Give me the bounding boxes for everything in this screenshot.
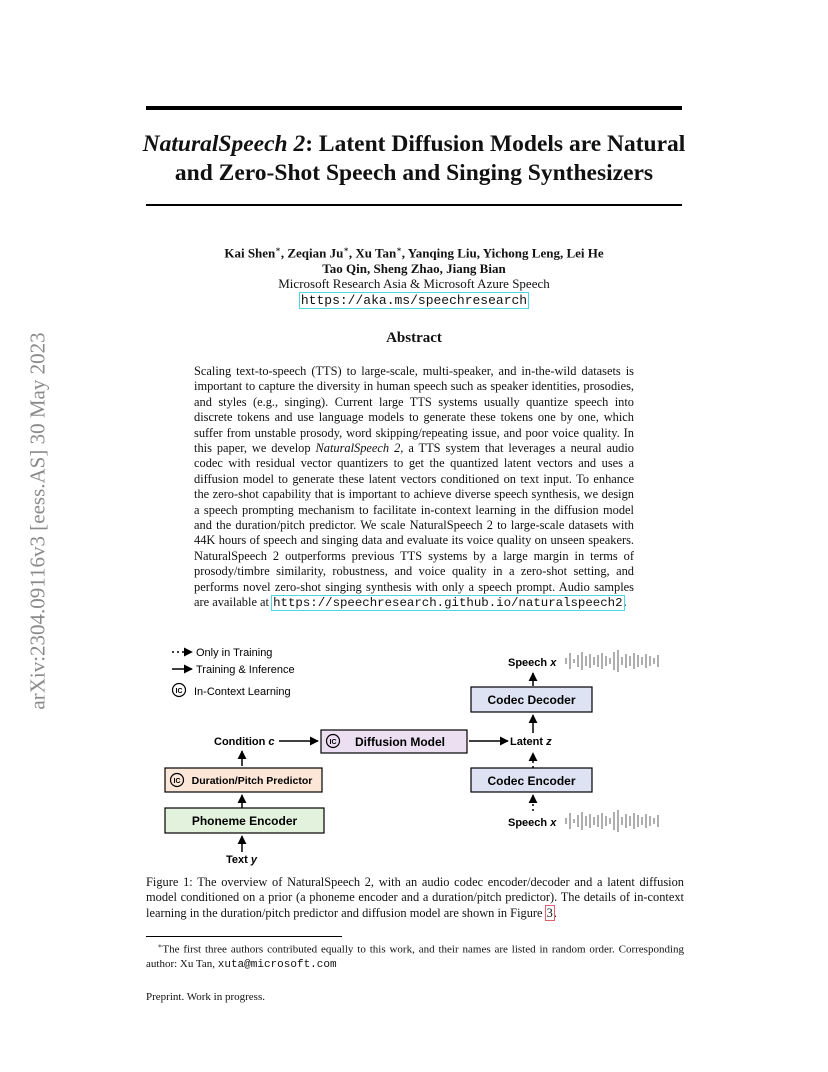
- footnote-rule: [146, 936, 342, 937]
- title-line2: and Zero-Shot Speech and Singing Synthesizers: [174, 160, 654, 186]
- abstract-body: [194, 364, 634, 612]
- title-line1: : Latent Diffusion Models are Natural: [305, 131, 686, 157]
- codec-encoder-label: Codec Encoder: [487, 774, 576, 788]
- title-italic: NaturalSpeech 2: [142, 131, 306, 157]
- condition-label: Condition c: [214, 736, 275, 748]
- icl-glyph: IC: [329, 739, 337, 746]
- arxiv-sidebar: [8, 270, 68, 772]
- demo-url-link[interactable]: https://speechresearch.github.io/naturalspeech2: [273, 596, 623, 611]
- author-block: [146, 242, 682, 308]
- abstract-text: Scaling text-to-speech (TTS) to large-scale, multi-speaker, and in-the-wild datasets is important to capture the diversity in human speech such as speaker identities, prosodies, and styles (e.g., singing). Current large TTS systems usually quantize speech into discrete tokens and use language models to generate these tokens one by one, which suffer from unstable prosody, word skipping/repeating issue, and poor voice quality. In this paper, we develop: [194, 364, 634, 456]
- affiliation: Microsoft Research Asia & Microsoft Azure Speech: [278, 276, 550, 292]
- footnote-mark: ∗: [157, 942, 163, 950]
- author-name: Yanqing Liu, Yichong Leng, Lei He: [407, 245, 604, 261]
- title-bottom-rule: [146, 204, 682, 206]
- research-url-link[interactable]: https://aka.ms/speechresearch: [300, 292, 528, 308]
- footnote-text: The first three authors contributed equally to this work, and their names are listed in random order. Corresponding author: Xu Tan,: [146, 943, 684, 970]
- equal-contrib-mark: ∗: [396, 245, 402, 254]
- icl-glyph: IC: [173, 778, 181, 785]
- title-top-rule: [146, 106, 682, 110]
- icl-icon: [173, 684, 186, 697]
- icl-glyph: IC: [175, 688, 183, 695]
- equal-contrib-mark: ∗: [275, 245, 281, 254]
- author-email: xuta@microsoft.com: [217, 958, 337, 971]
- author-name: Xu Tan: [355, 245, 397, 261]
- author-line-2: Tao Qin, Sheng Zhao, Jiang Bian: [322, 260, 506, 276]
- latent-label: Latent z: [510, 736, 552, 748]
- waveform-top-icon: [566, 650, 658, 672]
- diffusion-model-label: Diffusion Model: [355, 735, 445, 749]
- speech-bottom-label: Speech x: [508, 817, 557, 829]
- abstract-end: .: [623, 595, 627, 610]
- abstract-heading: Abstract: [386, 330, 442, 346]
- codec-decoder-label: Codec Decoder: [487, 693, 576, 707]
- legend-in-context-learning: In-Context Learning: [194, 686, 291, 698]
- phoneme-encoder-label: Phoneme Encoder: [191, 814, 298, 828]
- caption-text: Figure 1: The overview of NaturalSpeech 2, with an audio codec encoder/decoder and a latent diffusion model conditioned on a prior (a phoneme encoder and a duration/pitch predictor). The details of in-context learning in the duration/pitch predictor and diffusion model are shown in Figure: [146, 875, 684, 920]
- author-name: Zeqian Ju: [287, 245, 344, 261]
- figure-1: [146, 636, 682, 868]
- overview-diagram: [146, 636, 682, 868]
- figure-3-ref-link[interactable]: 3: [546, 905, 553, 920]
- figure-caption: [146, 875, 684, 921]
- author-name: Kai Shen: [224, 245, 276, 261]
- preprint-note: Preprint. Work in progress.: [146, 991, 265, 1003]
- speech-top-label: Speech x: [508, 657, 557, 669]
- duration-pitch-label: Duration/Pitch Predictor: [191, 775, 313, 787]
- footnote: [146, 939, 684, 972]
- arxiv-identifier: arXiv:2304.09116v3 [eess.AS] 30 May 2023: [25, 332, 50, 710]
- author-line-1: Kai Shen∗, Zeqian Ju∗, Xu Tan∗, Yanqing Liu, Yichong Leng, Lei He: [224, 245, 604, 261]
- text-input-label: Text y: [226, 854, 257, 866]
- legend-only-training: Only in Training: [196, 647, 273, 659]
- equal-contrib-mark: ∗: [343, 245, 349, 254]
- abstract-model-name: NaturalSpeech 2: [315, 441, 401, 456]
- legend-training-inference: Training & Inference: [196, 664, 295, 676]
- paper-title: [140, 130, 688, 188]
- caption-end: .: [553, 905, 557, 920]
- abstract-text: , a TTS system that leverages a neural audio codec with residual vector quantizers to get the quantized latent vectors and uses a diffusion model to generate these latent vectors conditioned on text input. To enhance the zero-shot capability that is important to achieve diverse speech synthesis, we design a speech prompting mechanism to facilitate in-context learning in the diffusion model and the duration/pitch predictor. We scale NaturalSpeech 2 to large-scale datasets with 44K hours of speech and singing data and evaluate its voice quality on unseen speakers. NaturalSpeech 2 outperforms previous TTS systems by a large margin in terms of prosody/timbre similarity, robustness, and voice quality in a zero-shot setting, and performs novel zero-shot singing synthesis with only a speech prompt. Audio samples are available at: [194, 441, 635, 610]
- waveform-bottom-icon: [566, 810, 658, 832]
